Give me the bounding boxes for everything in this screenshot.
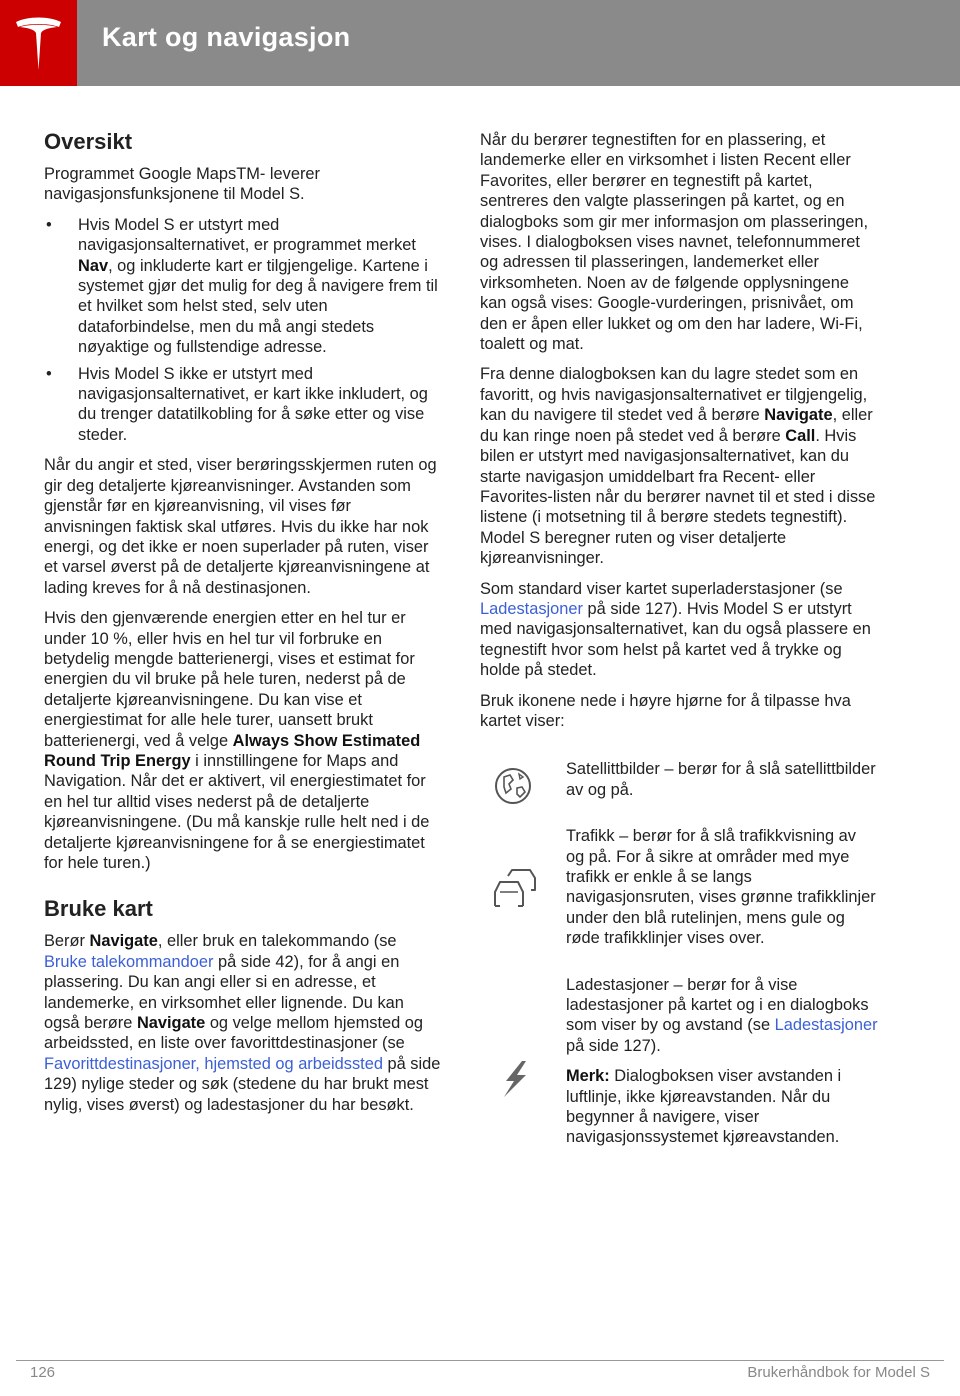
oversikt-intro: Programmet Google MapsTM- leverer navigasjonsfunksjonene til Model S. [44,165,320,204]
lightning-icon [492,1057,536,1101]
paragraph: Som standard viser kartet superladerstasjoner (se Ladestasjoner på side 127). Hvis Model S er utstyrt med navigasjonsalternativet, kan du også plassere en tegnestift hvor som helst på kartet ved å trykke og holde på stedet. [480,579,871,680]
bullet-dot: • [46,364,52,383]
cars-icon [492,866,540,910]
left-column [44,128,442,1125]
link-favorittdestinasjoner[interactable]: Favorittdestinasjoner, hjemsted og arbeidssted [44,1054,383,1073]
icon-row-charging [480,975,878,1148]
tesla-logo-icon [12,14,65,72]
brand-logo-box [0,0,77,86]
paragraph: Når du berører tegnestiften for en plassering, et landemerke eller en virksomhet i listen Recent eller Favorites, eller berører en tegnestift på kartet, sentreres den valgte plasseringen på kartet, og en dialogboks som gir mer informasjon om plasseringen, vises. I dialogboksen vises navnet, telefonnummeret og adressen til plasseringen, landemerket eller virksomheten. Noen av de følgende opplysningene kan også vises: Google-vurderingen, prisnivået, om den er åpen eller lukket og om den har ladere, Wi-Fi, toalett og mat. [480,131,869,354]
page-header [0,0,960,86]
footer-divider [16,1360,944,1361]
paragraph: Bruk ikonene nede i høyre hjørne for å tilpasse hva kartet viser: [480,691,851,730]
icon-row-satellite [480,759,878,800]
list-item: • Hvis Model S er utstyrt med navigasjonsalternativet, er programmet merket Nav, og inkluderte kart er tilgjengelige. Kartene i systemet gjør det mulig for deg å navigere frem til et hvilket som helst sted, selv uten dataforbindelse, men du må angi stedets nøyaktige og fullstendige adresse. [46,215,438,357]
paragraph: Når du angir et sted, viser berøringsskjermen ruten og gir deg detaljerte kjøreanvisninger. Avstanden som gjenstår før en kjøreanvisning, vil vises før anvisningen faktisk skal utføres. Hvis du ikke har nok energi, og det ikke er noen superlader på ruten, viser et varsel øverst på de detaljerte kjøreanvisningene at lading kreves for å nå destinasjonen. [44,456,437,597]
paragraph: Fra denne dialogboksen kan du lagre stedet som en favoritt, og hvis navigasjonsalternativet er tilgjengelig, kan du navigere til stedet ved å berøre Navigate, eller du kan ringe noen på stedet ved å berøre Call. Hvis bilen er utstyrt med navigasjonsalternativet, kan du starte navigasjon umiddelbart fra Recent- eller Favorites-listen når du berører navnet til et sted i disse listene (i motsetning til å berøre stedets tegnestift). Model S beregner ruten og viser detaljerte kjøreanvisninger. [480,365,876,568]
charging-description [566,975,878,1148]
paragraph: Ladestasjoner – berør for å vise ladestasjoner på kartet og i en dialogboks som viser by og avstand (se Ladestasjoner på side 127). [566,975,878,1055]
oversikt-bullets [44,215,442,445]
paragraph: Hvis den gjenværende energien etter en hel tur er under 10 %, eller hvis en hel tur vil forbruke en betydelig mengde batterienergi, vises et estimat for energien du vil bruke på hele turen, nederst på de detaljerte kjøreanvisningene. Du kan vise et energiestimat for alle hele turer, uansett brukt batterienergi, ved å velge Always Show Estimated Round Trip Energy i innstillingene for Maps and Navigation. Når det er aktivert, vil energiestimatet for en hel tur alltid vises nederst på de detaljerte kjøreanvisningene. (Du må kanskje rulle helt ned i de detaljerte kjøreanvisningene for å se energiestimatet for hele turen.) [44,609,430,872]
section-heading-bruke-kart: Bruke kart [44,896,153,922]
right-column [480,130,878,1158]
satellite-description: Satellittbilder – berør for å slå satellittbilder av og på. [566,760,876,799]
note: Merk: Dialogboksen viser avstanden i luftlinje, ikke kjøreavstanden. Når du begynner å navigere, viser navigasjonssystemet kjøreavstanden. [566,1067,842,1147]
globe-icon [492,765,534,807]
icon-row-traffic [480,826,878,948]
list-item: • Hvis Model S ikke er utstyrt med navigasjonsalternativet, er kart ikke inkludert, og du trenger datatilkobling for å søke etter og vise steder. [46,364,428,444]
traffic-description: Trafikk – berør for å slå trafikkvisning av og på. For å sikre at områder med mye trafikk er enkle å se langs navigasjonsruten, vises grønne trafikklinjer under den blå rutelinjen, mens gule og røde trafikklinjer vises over. [566,827,876,948]
link-bruke-talekommandoer[interactable]: Bruke talekommandoer [44,952,214,971]
page-number: 126 [30,1364,56,1381]
page-title: Kart og navigasjon [102,22,351,52]
section-heading-oversikt: Oversikt [44,129,133,154]
paragraph: Berør Navigate, eller bruk en talekommando (se Bruke talekommandoer på side 42), for å angi en plassering. Du kan angi eller si en adresse, et landemerke, en virksomhet eller lignende. Du kan også berøre Navigate og velge mellom hjemsted og arbeidssted, en liste over favorittdestinasjoner (se Favorittdestinasjoner, hjemsted og arbeidssted på side 129) nylige steder og søk (stedene du har brukt mest nylig, vises øverst) og ladestasjoner du har besøkt. [44,932,441,1114]
footer-title: Brukerhåndbok for Model S [747,1364,930,1381]
link-ladestasjoner[interactable]: Ladestasjoner [774,1016,878,1035]
link-ladestasjoner[interactable]: Ladestasjoner [480,599,583,618]
bullet-dot: • [46,215,52,234]
